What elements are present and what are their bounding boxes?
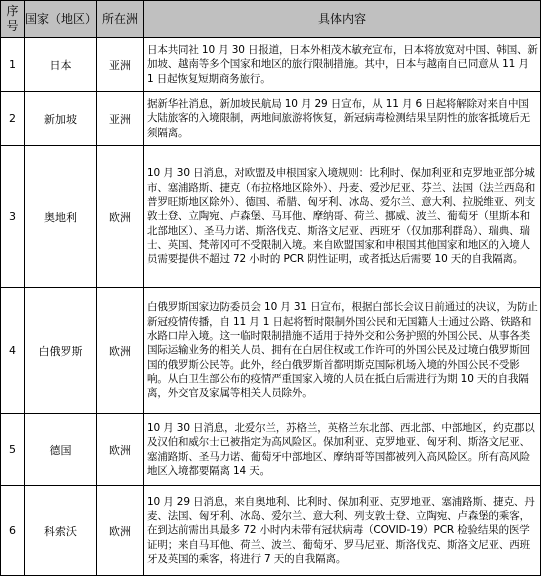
row-continent: 亚洲	[97, 38, 144, 92]
table-row	[1, 288, 541, 414]
row-country: 奥地利	[25, 146, 97, 288]
header-content: 具体内容	[144, 1, 541, 38]
row-content: 白俄罗斯国家边防委员会 10 月 31 日宣布，根据白部长会议日前通过的决议，为防止新冠疫情传播，自 11 月 1 日起将暂时限制外国公民和无国籍人士通过公路、铁路和水路口岸入境。这一临时限制措施不适用于持外交和公务护照的外国公民、从事各类国际运输业务的相关人员、拥有在白居住权或工作许可的外国公民及过境白俄罗斯回国的俄罗斯公民等。此外，经白俄罗斯首都明斯克国际机场入境的外国公民不受影响。从白卫生部公布的疫情严重国家入境的人员在抵白后需进行为期 10 天的自我隔离，外交官及家属等相关人员除外。	[144, 288, 541, 414]
table-row	[1, 38, 541, 92]
row-content: 据新华社消息，新加坡民航局 10 月 29 日宣布，从 11 月 6 日起将解除对来自中国大陆旅客的入境限制，两地间旅游将恢复，新冠病毒检测结果呈阴性的旅客抵境后无须隔离。	[144, 92, 541, 146]
row-number: 6	[1, 486, 25, 576]
table-row	[1, 146, 541, 288]
row-number: 4	[1, 288, 25, 414]
row-continent: 欧洲	[97, 288, 144, 414]
row-country: 德国	[25, 414, 97, 486]
row-continent: 欧洲	[97, 486, 144, 576]
row-country: 新加坡	[25, 92, 97, 146]
row-content: 10 月 30 日消息，北爱尔兰，苏格兰，英格兰东北部、西北部、中部地区，约克郡以及汉伯和威尔士已被指定为高风险区。保加利亚、克罗地亚、匈牙利、斯洛文尼亚、塞浦路斯、圣马力诺、葡萄牙中部地区、摩纳哥等国都被列入高风险区。所有高风险地区入境都要隔离 14 天。	[144, 414, 541, 486]
row-number: 2	[1, 92, 25, 146]
row-continent: 欧洲	[97, 146, 144, 288]
row-continent: 亚洲	[97, 92, 144, 146]
row-country: 科索沃	[25, 486, 97, 576]
table-header-row	[1, 1, 541, 38]
header-number: 序号	[1, 1, 25, 38]
header-continent: 所在洲	[97, 1, 144, 38]
row-number: 3	[1, 146, 25, 288]
row-content: 日本共同社 10 月 30 日报道，日本外相茂木敏充宣布，日本将放宽对中国、韩国、新加坡、越南等多个国家和地区的旅行限制措施。其中，日本与越南自已同意从 11 月 1 日起恢复短期商务旅行。	[144, 38, 541, 92]
row-content: 10 月 30 日消息，对欧盟及申根国家入境规则：比利时、保加利亚和克罗地亚部分城市、塞浦路斯、捷克（布拉格地区除外）、丹麦、爱沙尼亚、芬兰、法国（法兰西岛和普罗旺斯地区除外）、德国、希腊、匈牙利、冰岛、爱尔兰、意大利、拉脱维亚、列支敦士登、立陶宛、卢森堡、马耳他、摩纳哥、荷兰、挪威、波兰、葡萄牙（里斯本和北部地区）、圣马力诺、斯洛伐克、斯洛文尼亚、西班牙（仅加那利群岛）、瑞典、瑞士、英国、梵蒂冈可不受限制入境。来自欧盟国家和申根国其他国家和地区的入境人员需要提供不超过 72 小时的 PCR 阴性证明，或者抵达后需要 10 天的自我隔离。	[144, 146, 541, 288]
row-number: 5	[1, 414, 25, 486]
row-country: 白俄罗斯	[25, 288, 97, 414]
row-country: 日本	[25, 38, 97, 92]
header-country: 国家（地区）	[25, 1, 97, 38]
table-row	[1, 414, 541, 486]
table-row	[1, 92, 541, 146]
row-number: 1	[1, 38, 25, 92]
row-content: 10 月 29 日消息，来自奥地利、比利时、保加利亚、克罗地亚、塞浦路斯、捷克、丹麦、法国、匈牙利、冰岛、爱尔兰、意大利、列支敦士登、立陶宛、卢森堡的乘客，在到达前需出具最多 72 小时内未带有冠状病毒（COVID-19）PCR 检验结果的医学证明；来自马耳他、荷兰、波兰、葡萄牙、罗马尼亚、斯洛伐克、斯洛文尼亚、西班牙及英国的乘客，将进行 7 天的自我隔离。	[144, 486, 541, 576]
table-row	[1, 486, 541, 576]
row-continent: 欧洲	[97, 414, 144, 486]
